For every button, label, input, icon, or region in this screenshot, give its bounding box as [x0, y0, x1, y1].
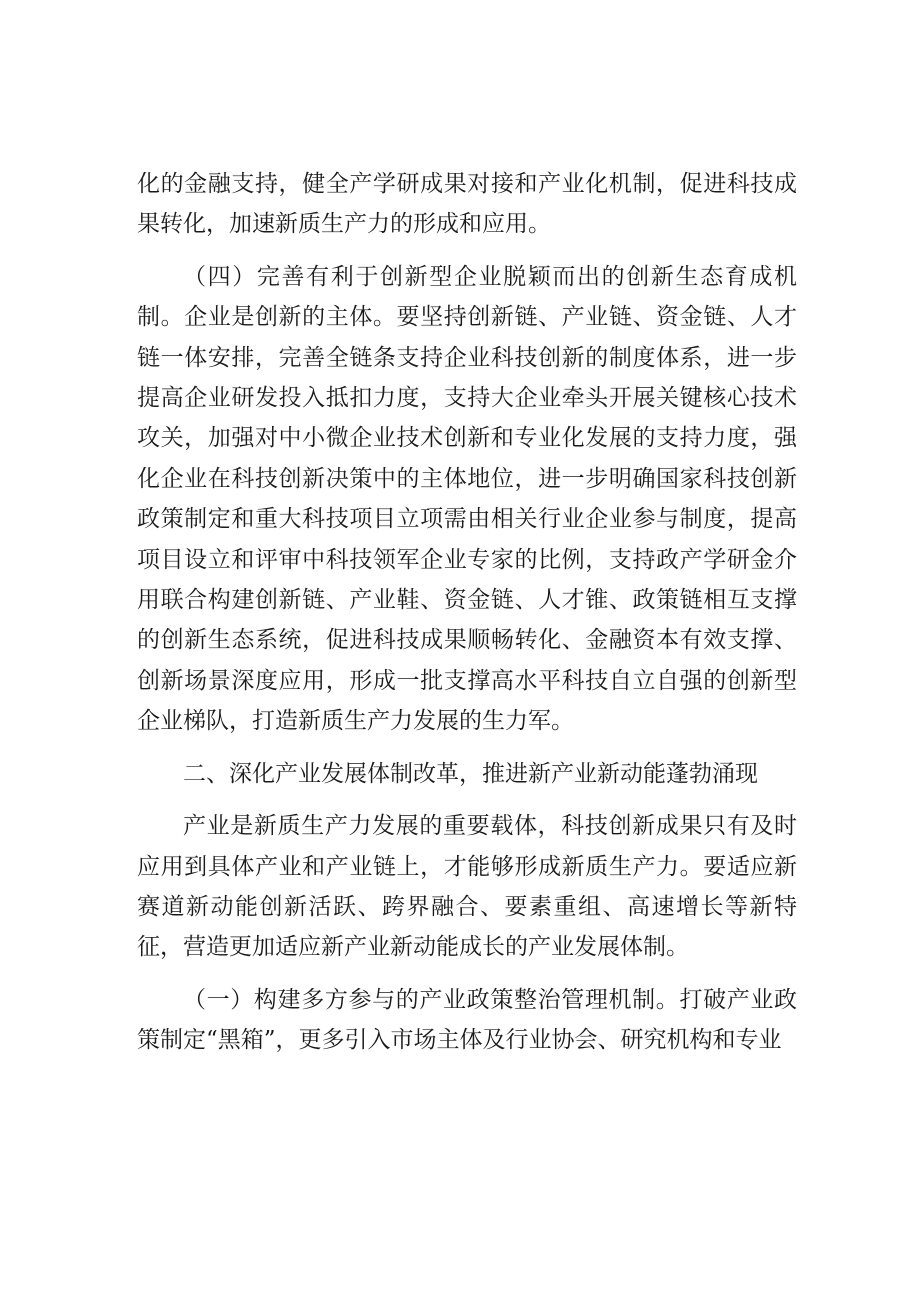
document-body — [137, 164, 797, 1073]
paragraph-section-four: （四）完善有利于创新型企业脱颖而出的创新生态育成机制。企业是创新的主体。要坚持创新链、产业链、资金链、人才链一体安排，完善全链条支持企业科技创新的制度体系，进一步提高企业研发投入抵扣力度，支持大企业牵头开展关键核心技术攻关，加强对中小微企业技术创新和专业化发展的支持力度，强化企业在科技创新决策中的主体地位，进一步明确国家科技创新政策制定和重大科技项目立项需由相关行业企业参与制度，提高项目设立和评审中科技领军企业专家的比例，支持政产学研金介用联合构建创新链、产业鞋、资金链、人才锥、政策链相互支撑的创新生态系统，促进科技成果顺畅转化、金融资本有效支撑、创新场景深度应用，形成一批支撑高水平科技自立自强的创新型企业梯队，打造新质生产力发展的生力军。 — [137, 263, 797, 735]
paragraph-continuation: 化的金融支持，健全产学研成果对接和产业化机制，促进科技成果转化，加速新质生产力的形成和应用。 — [137, 171, 797, 238]
section-heading-two: 二、深化产业发展体制改革，推进新产业新动能蓬勃涌现 — [183, 760, 758, 787]
paragraph-section-one: （一）构建多方参与的产业政策整治管理机制。打破产业政策制定“黑箱”，更多引入市场主体及行业协会、研究机构和专业 — [137, 986, 797, 1054]
paragraph-industry-intro: 产业是新质生产力发展的重要载体，科技创新成果只有及时应用到具体产业和产业链上，才能够形成新质生产力。要适应新赛道新动能创新活跃、跨界融合、要素重组、高速增长等新特征，营造更加适应新产业新动能成长的产业发展体制。 — [137, 813, 797, 961]
